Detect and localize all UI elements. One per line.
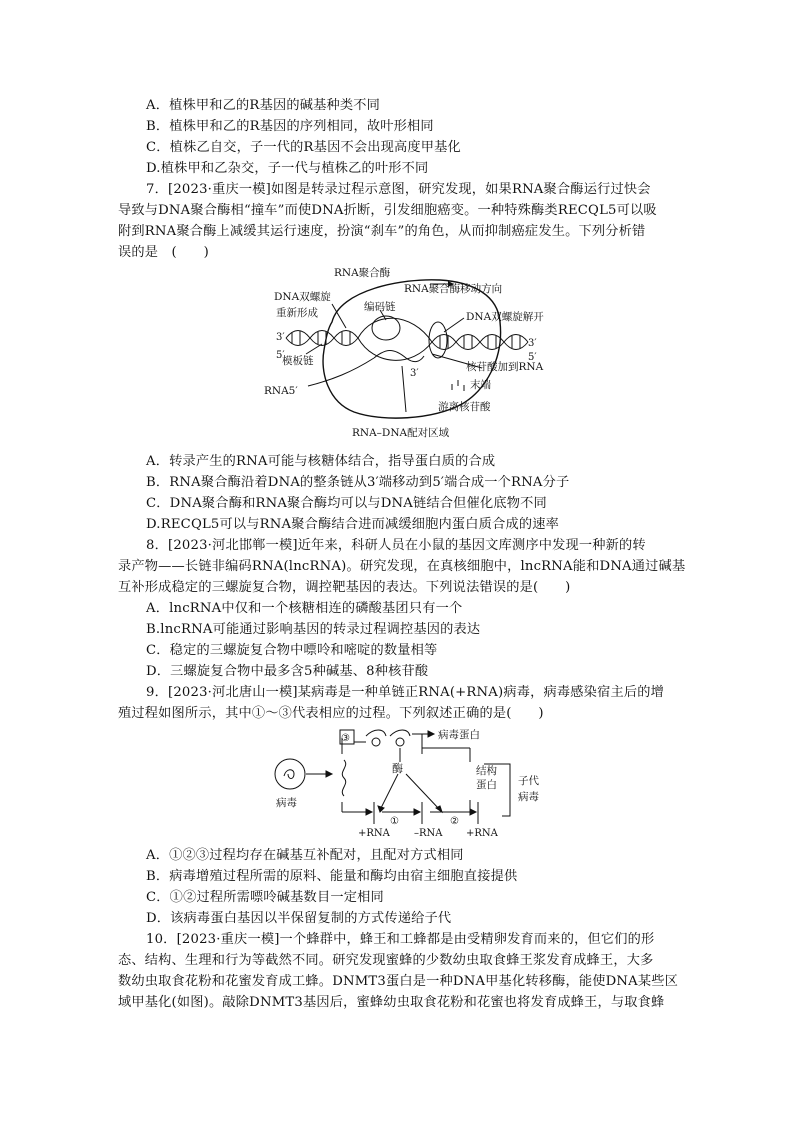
label-process-3: ③ <box>341 733 350 744</box>
q9-stem-line: 殖过程如图所示，其中①～③代表相应的过程。下列叙述正确的是( ) <box>118 706 544 721</box>
q6-option-d: D.植株甲和乙杂交，子一代与植株乙的叶形不同 <box>146 161 429 176</box>
q9-option-b: B．病毒增殖过程所需的原料、能量和酶均由宿主细胞直接提供 <box>146 869 518 884</box>
virus-replication-diagram <box>270 724 560 842</box>
q9-option-d: D．该病毒蛋白基因以半保留复制的方式传递给子代 <box>146 911 452 926</box>
label-enzyme: 酶 <box>392 762 403 775</box>
q10-stem-line: 数幼虫取食花粉和花蜜发育成工蜂。DNMT3蛋白是一种DNA甲基化转移酶，能使DNA某些区 <box>118 974 679 989</box>
label-rna-polymerase: RNA聚合酶 <box>334 267 391 279</box>
label-structural-protein: 结构 <box>476 765 497 777</box>
q8-option-d: D．三螺旋复合物中最多含5种碱基、8种核苷酸 <box>146 664 429 679</box>
q7-option-b: B．RNA聚合酶沿着DNA的整条链从3′端移动到5′端合成一个RNA分子 <box>146 475 570 490</box>
label-plus-rna-2: +RNA <box>466 828 498 839</box>
label-3prime-left: 3′ <box>276 332 285 343</box>
q7-option-c: C．DNA聚合酶和RNA聚合酶均可以与DNA链结合但催化底物不同 <box>146 496 547 511</box>
label-virus: 病毒 <box>276 797 297 809</box>
q9-option-a: A．①②③过程均存在碱基互补配对，且配对方式相同 <box>146 848 464 863</box>
q6-option-a: A．植株甲和乙的R基因的碱基种类不同 <box>146 98 381 113</box>
label-plus-rna-1: +RNA <box>358 828 390 839</box>
label-template-strand: 模板链 <box>282 355 314 367</box>
label-process-2: ② <box>450 816 459 827</box>
q6-option-c: C．植株乙自交，子一代的R基因不会出现高度甲基化 <box>146 140 461 155</box>
label-minus-rna: –RNA <box>414 828 443 839</box>
label-coding-strand: 编码链 <box>364 301 396 313</box>
label-end: 末端 <box>470 379 491 391</box>
q8-option-b: B.lncRNA可能通过影响基因的转录过程调控基因的表达 <box>146 622 481 637</box>
q7-option-a: A．转录产生的RNA可能与核糖体结合，指导蛋白质的合成 <box>146 454 496 469</box>
q8-stem-line: 录产物——长链非编码RNA(lncRNA)。研究发现，在真核细胞中，lncRNA能和DNA通过碱基 <box>118 559 686 574</box>
label-5prime-right: 5′ <box>528 352 537 363</box>
rna-polymerase-outline <box>323 280 501 418</box>
label-pairing-region: RNA–DNA配对区域 <box>352 427 450 439</box>
transcription-diagram <box>262 262 562 444</box>
q7-option-d: D.RECQL5可以与RNA聚合酶结合进而减缓细胞内蛋白质合成的速率 <box>146 517 560 532</box>
label-process-1: ① <box>390 816 399 827</box>
label-direction: RNA聚合酶移动方向 <box>404 283 503 295</box>
label-dna-reform: DNA双螺旋 <box>274 291 331 303</box>
label-rna-5prime: RNA5′ <box>264 385 298 397</box>
label-nucleotide-added: 核苷酸加到RNA <box>466 361 544 373</box>
q9-stem-line: 9．[2023·河北唐山一模]某病毒是一种单链正RNA(+RNA)病毒，病毒感染宿主后的增 <box>146 685 665 700</box>
label-dna-reform-2: 重新形成 <box>276 307 318 319</box>
q10-stem-line: 域甲基化(如图)。敲除DNMT3基因后，蜜蜂幼虫取食花粉和花蜜也将发育成蜂王，与取食蜂 <box>118 995 665 1010</box>
q8-option-a: A．lncRNA中仅和一个核糖相连的磷酸基团只有一个 <box>146 601 463 616</box>
q7-stem-line: 附到RNA聚合酶上减缓其运行速度，扮演“刹车”的角色，从而抑制癌症发生。下列分析错 <box>118 224 646 239</box>
q10-stem-line: 态、结构、生理和行为等截然不同。研究发现蜜蜂的少数幼虫取食蜂王浆发育成蜂王，大多 <box>118 953 654 968</box>
q7-stem-line: 7．[2023·重庆一模]如图是转录过程示意图，研究发现，如果RNA聚合酶运行过快会 <box>146 182 651 197</box>
label-dna-unwind: DNA双螺旋解开 <box>466 311 544 323</box>
label-free-nucleotide: 游离核苷酸 <box>438 401 491 413</box>
label-progeny: 子代 <box>518 775 539 787</box>
label-viral-protein: 病毒蛋白 <box>438 729 480 741</box>
q8-stem-line: 互补形成稳定的三螺旋复合物，调控靶基因的表达。下列说法错误的是( ) <box>118 580 571 595</box>
q8-option-c: C．稳定的三螺旋复合物中嘌呤和嘧啶的数量相等 <box>146 643 438 658</box>
q10-stem-line: 10．[2023·重庆一模]一个蜂群中，蜂王和工蜂都是由受精卵发育而来的，但它们的形 <box>146 932 655 947</box>
q6-option-b: B．植株甲和乙的R基因的序列相同，故叶形相同 <box>146 119 434 134</box>
label-structural-protein-2: 蛋白 <box>476 779 497 791</box>
label-3prime-mid: 3′ <box>410 368 419 379</box>
q9-option-c: C．①②过程所需嘌呤碱基数目一定相同 <box>146 890 384 905</box>
label-3prime-right: 3′ <box>528 338 537 349</box>
q7-stem-line: 导致与DNA聚合酶相“撞车”而使DNA折断，引发细胞癌变。一种特殊酶类RECQL5可以吸 <box>118 203 657 218</box>
q8-stem-line: 8．[2023·河北邯郸一模]近年来，科研人员在小鼠的基因文库测序中发现一种新的转 <box>146 538 646 553</box>
label-5prime-left: 5′ <box>276 350 285 361</box>
q7-stem-line: 误的是 ( ) <box>118 245 210 260</box>
label-progeny-2: 病毒 <box>518 791 539 803</box>
